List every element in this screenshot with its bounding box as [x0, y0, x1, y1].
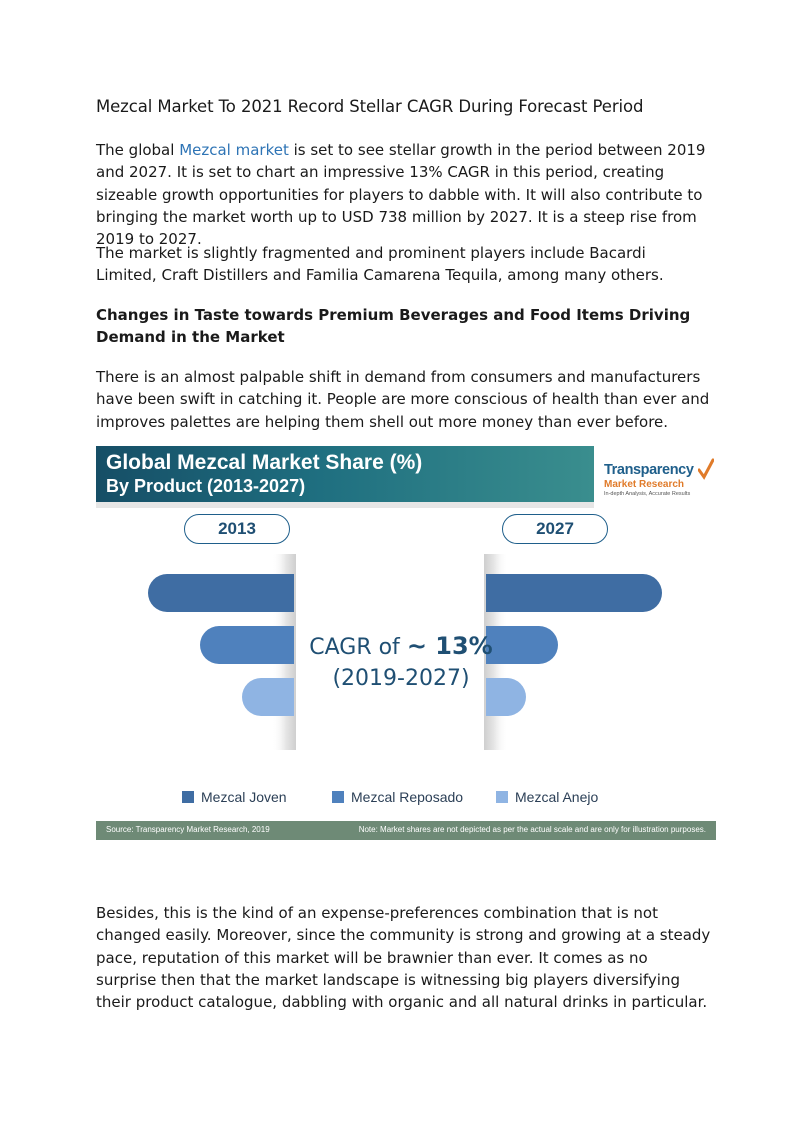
- infographic-footer: [96, 821, 716, 840]
- closing-paragraph: Besides, this is the kind of an expense-preferences combination that is not changed easily. Moreover, since the community is strong and growing at a steady pace, reputation of this market will be brawnier than ever. It comes as no surprise then that the market landscape is witnessing big players diversifying their product catalogue, dabbling with organic and all natural drinks in particular.: [96, 904, 711, 1012]
- market-share-infographic: [96, 446, 716, 842]
- legend-item-anejo: [496, 788, 598, 806]
- bar-2013-mezcal-reposado: [200, 626, 294, 664]
- cagr-label: [286, 632, 516, 660]
- bar-2027-mezcal-joven: [486, 574, 662, 612]
- legend-label-reposado: Mezcal Reposado: [351, 789, 464, 805]
- intro-text-end: is set to see stellar growth in the period between 2019 and 2027. It is set to chart an impressive 13% CAGR in this period, creating sizeable growth opportunities for players to dabble with. It will also contribute to bringing the market worth up to USD 738 million by 2027. It is a steep rise from 2019 to 2027.: [96, 141, 706, 249]
- mezcal-market-link[interactable]: Mezcal market: [179, 141, 289, 159]
- year-label-2013: 2013: [184, 514, 290, 544]
- cagr-prefix: CAGR of: [309, 635, 407, 660]
- legend-label-anejo: Mezcal Anejo: [515, 789, 599, 805]
- cagr-value: ~ 13%: [406, 632, 493, 660]
- year-label-2027: 2027: [502, 514, 608, 544]
- legend-swatch-joven: [182, 791, 194, 803]
- legend-swatch-anejo: [496, 791, 508, 803]
- intro-text-start: The global: [96, 141, 180, 159]
- legend-swatch-reposado: [332, 791, 344, 803]
- source-note: Source: Transparency Market Research, 2019: [106, 825, 270, 834]
- logo-tagline: In-depth Analysis, Accurate Results: [604, 491, 691, 497]
- section-heading: Changes in Taste towards Premium Beverages and Food Items Driving Demand in the Market: [96, 306, 691, 346]
- logo-name: Transparency: [604, 462, 694, 478]
- disclaimer-note: Note: Market shares are not depicted as per the actual scale and are only for illustration purposes.: [358, 825, 706, 834]
- players-paragraph: The market is slightly fragmented and prominent players include Bacardi Limited, Craft Distillers and Familia Camarena Tequila, among many others.: [96, 244, 664, 285]
- legend-item-joven: [182, 788, 287, 806]
- demand-paragraph: There is an almost palpable shift in demand from consumers and manufacturers have been swift in catching it. People are more conscious of health than ever and improves palettes are helping them shell out more money than ever before.: [96, 368, 710, 431]
- legend-label-joven: Mezcal Joven: [201, 789, 287, 805]
- infographic-subtitle: By Product (2013-2027): [106, 476, 306, 496]
- legend-item-reposado: [332, 788, 463, 806]
- intro-paragraph: [96, 139, 711, 250]
- cagr-period: (2019-2027): [332, 666, 470, 691]
- bar-2013-mezcal-joven: [148, 574, 294, 612]
- logo-subname: Market Research: [604, 479, 685, 490]
- infographic-title: Global Mezcal Market Share (%): [106, 451, 423, 474]
- document-title: Mezcal Market To 2021 Record Stellar CAGR During Forecast Period: [96, 97, 644, 116]
